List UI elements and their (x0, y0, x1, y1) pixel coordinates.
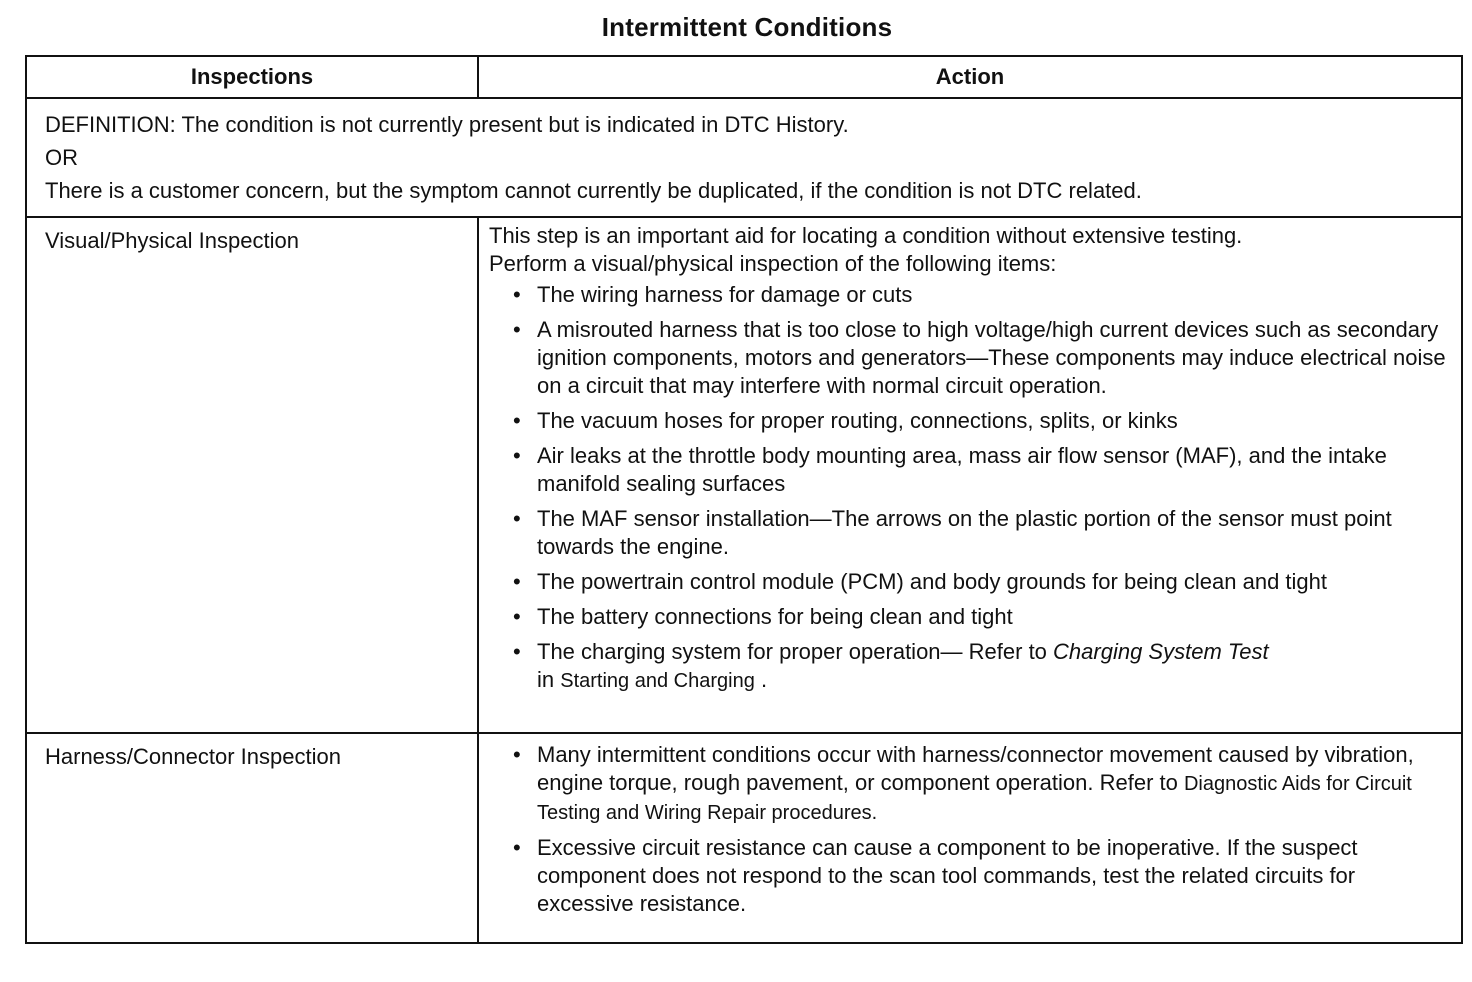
definition-text: DEFINITION: The condition is not currently present but is indicated in DTC History. (45, 112, 849, 137)
inspection-cell (26, 733, 478, 943)
bullet-icon: • (513, 282, 521, 307)
list-item: • The powertrain control module (PCM) and body grounds for being clean and tight (513, 569, 1328, 594)
bullet-icon: • (513, 506, 521, 531)
action-intro (489, 222, 1455, 278)
definition-concern: There is a customer concern, but the symptom cannot currently be duplicated, if the condition is not DTC related. (45, 178, 1142, 203)
list-item: • Many intermittent conditions occur with harness/connector movement caused by vibration, engine torque, rough pavement, or component operation. Refer to Diagnostic Aids for Circuit Testing and Wiring Repair procedures. (513, 742, 1414, 824)
bullet-icon: • (513, 443, 521, 468)
list-item: • The MAF sensor installation—The arrows on the plastic portion of the sensor must point towards the engine. (513, 506, 1392, 559)
inspection-list (489, 281, 1455, 695)
diagnostic-aids-ref[interactable]: Diagnostic Aids for Circuit Testing and Wiring Repair (537, 773, 1412, 824)
action-cell (478, 217, 1462, 733)
bullet-icon: • (513, 317, 521, 342)
action-cell (478, 733, 1462, 943)
bullet-icon: • (513, 408, 521, 433)
list-item: • The battery connections for being clean and tight (513, 604, 1013, 629)
intro-line: This step is an important aid for locating a condition without extensive testing. (489, 223, 1243, 248)
list-item: • The wiring harness for damage or cuts (513, 282, 913, 307)
table-row (26, 733, 1462, 943)
header-action: Action (478, 56, 1462, 98)
definition-row (26, 98, 1462, 217)
bullet-icon: • (513, 569, 521, 594)
inspection-label: Harness/Connector Inspection (45, 744, 341, 769)
bullet-icon: • (513, 604, 521, 629)
intro-line: Perform a visual/physical inspection of the following items: (489, 251, 1057, 276)
definition-or: OR (45, 145, 78, 170)
list-item: • The vacuum hoses for proper routing, connections, splits, or kinks (513, 408, 1178, 433)
table-row (26, 217, 1462, 733)
header-row (26, 56, 1462, 98)
list-item: • A misrouted harness that is too close to high voltage/high current devices such as secondary ignition components, motors and generators—These components may induce electrical noise on a circuit that may interfere with normal circuit operation. (513, 317, 1446, 398)
definition-cell (26, 98, 1462, 217)
list-item-charging: • The charging system for proper operation— Refer to Charging System Test in Starting and Charging . (513, 639, 1269, 692)
page-title: Intermittent Conditions (601, 12, 893, 42)
list-item: • Air leaks at the throttle body mounting area, mass air flow sensor (MAF), and the intake manifold sealing surfaces (513, 443, 1387, 496)
intermittent-conditions-table (25, 55, 1463, 944)
charging-test-link[interactable]: Charging System Test (1053, 639, 1269, 664)
inspection-label: Visual/Physical Inspection (45, 228, 299, 253)
inspection-list (489, 741, 1455, 918)
list-item: • Excessive circuit resistance can cause a component to be inoperative. If the suspect component does not respond to the scan tool commands, test the related circuits for excessive resistance. (513, 835, 1358, 916)
bullet-icon: • (513, 835, 521, 860)
inspection-cell (26, 217, 478, 733)
header-inspections: Inspections (26, 56, 478, 98)
bullet-icon: • (513, 639, 521, 664)
starting-charging-ref[interactable]: Starting and Charging (560, 670, 755, 692)
bullet-icon: • (513, 742, 521, 767)
